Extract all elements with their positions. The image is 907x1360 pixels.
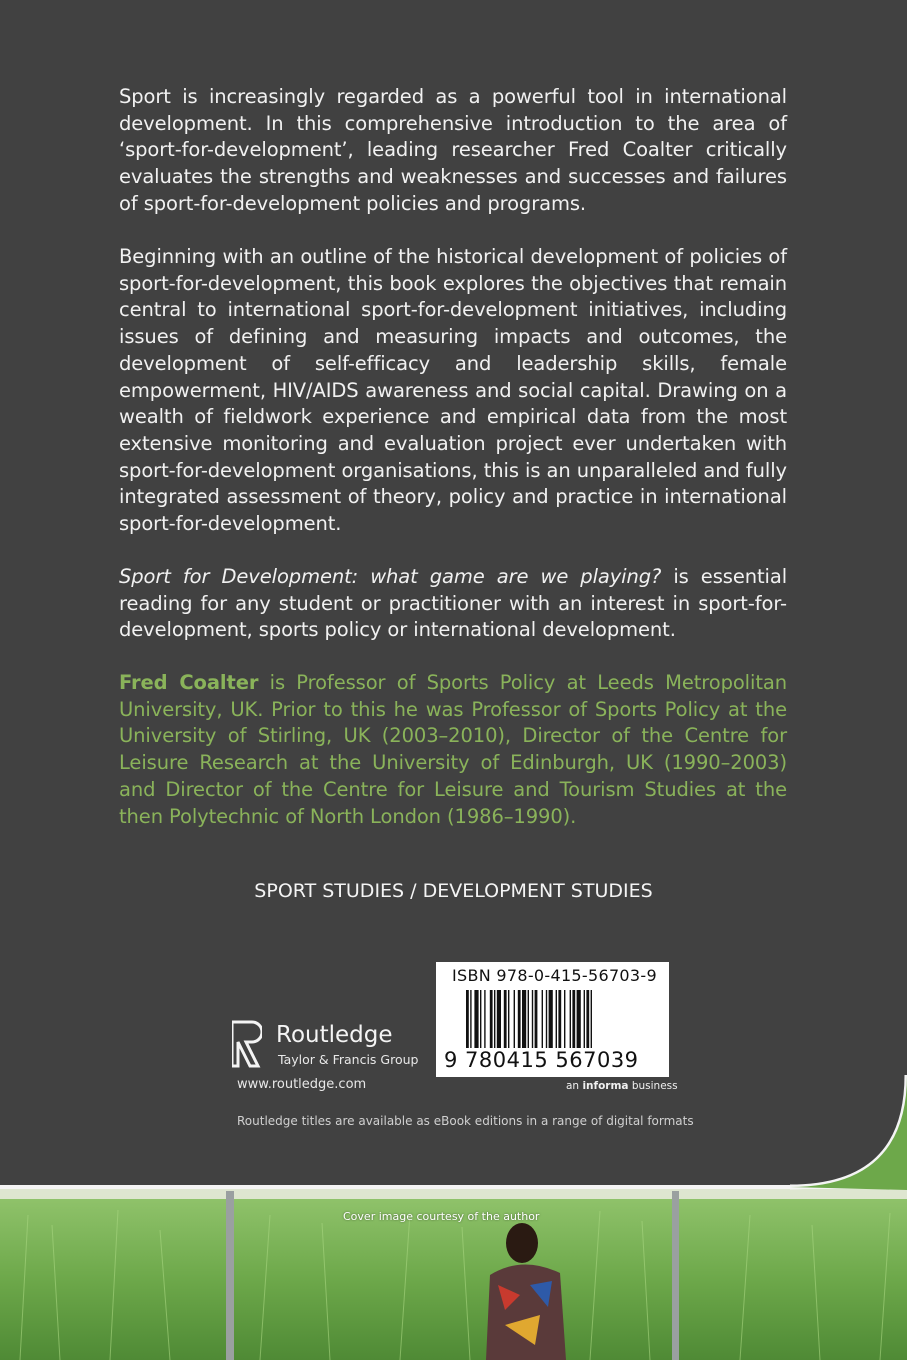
description-paragraph-1 — [119, 84, 787, 218]
informa-note — [566, 1080, 678, 1092]
corner-curve — [780, 1075, 907, 1190]
informa-suffix: business — [628, 1080, 678, 1092]
description-paragraph-2 — [119, 244, 787, 538]
informa-bold: informa — [582, 1080, 629, 1092]
publisher-name: Routledge — [276, 1022, 393, 1048]
photo-credit: Cover image courtesy of the author — [343, 1210, 540, 1223]
publisher-group: Taylor & Francis Group — [278, 1052, 419, 1067]
description-text-3: is essential reading for any student or practitioner with an interest in sport-for-development, sports policy or international development. — [119, 565, 788, 642]
isbn-barcode — [436, 962, 669, 1077]
barcode-bars-icon — [466, 990, 646, 1048]
publisher-url[interactable]: www.routledge.com — [237, 1077, 367, 1092]
description-paragraph-3 — [119, 564, 787, 644]
routledge-logo-icon — [232, 1020, 262, 1070]
informa-prefix: an — [566, 1080, 583, 1092]
book-title-italic: Sport for Development: what game are we playing? — [119, 565, 662, 588]
description-text-1: Sport is increasingly regarded as a powerful tool in international development. In this comprehensive introduction to the area of ‘sport-for-development’, leading researcher Fred Coalter critically evaluates the strengths and weaknesses and successes and failures of sport-for-development policies and programs. — [119, 85, 787, 215]
goalpost-right — [672, 1191, 679, 1360]
author-bio — [119, 670, 787, 830]
isbn-label: ISBN 978-0-415-56703-9 — [452, 966, 657, 985]
ebook-note: Routledge titles are available as eBook editions in a range of digital formats — [237, 1114, 694, 1128]
isbn-digits: 9 780415 567039 — [444, 1048, 639, 1072]
author-bio-text: is Professor of Sports Policy at Leeds Metropolitan University, UK. Prior to this he was Professor of Sports Policy at the University of Stirling, UK (2003–2010), Director of the Centre for Leisure Research at the University of Edinburgh, UK (1990–2003) and Director of the Centre for Leisure and Tourism Studies at the then Polytechnic of North London (1986–1990). — [119, 671, 787, 828]
subject-category: SPORT STUDIES / DEVELOPMENT STUDIES — [254, 880, 653, 902]
description-text-2: Beginning with an outline of the historical development of policies of sport-for-development, this book explores the objectives that remain central to international sport-for-development initiatives, including issues of defining and measuring impacts and outcomes, the development of self-efficacy and leadership skills, female empowerment, HIV/AIDS awareness and social capital. Drawing on a wealth of fieldwork experience and empirical data from the most extensive monitoring and evaluation project ever undertaken with sport-for-development organisations, this is an unparalleled and fully integrated assessment of theory, policy and practice in international sport-for-development. — [119, 245, 787, 536]
author-name: Fred Coalter — [119, 671, 259, 694]
goalpost-left — [226, 1191, 234, 1360]
